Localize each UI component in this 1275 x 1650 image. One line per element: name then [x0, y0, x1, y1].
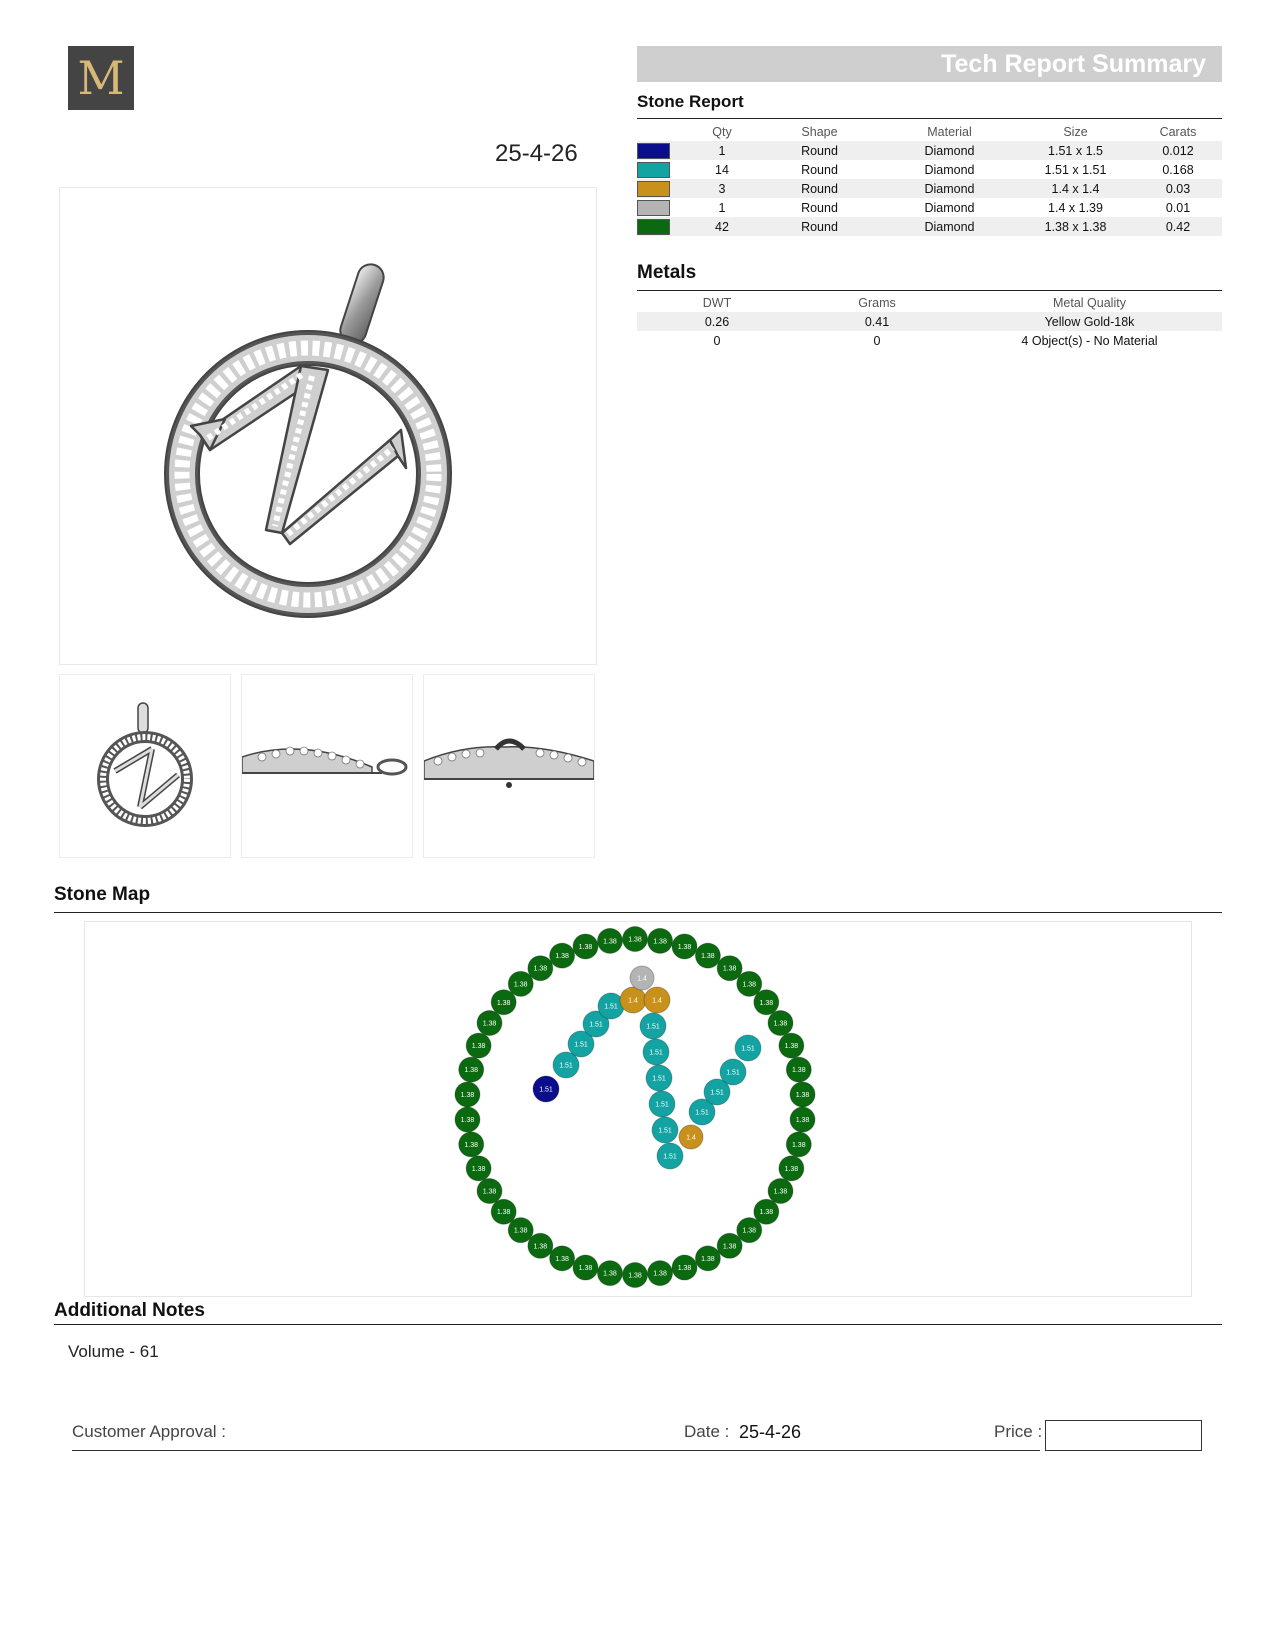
stone-size-label: 1.38 — [513, 1227, 528, 1235]
stone-size-label: 1.51 — [726, 1069, 740, 1077]
thumbnail-side-view[interactable] — [241, 674, 413, 858]
thumbnail-top-render — [424, 675, 594, 857]
metals-title: Metals — [637, 262, 697, 283]
stone-size-label: 1.51 — [658, 1127, 672, 1135]
stone-size-label: 1.51 — [710, 1089, 724, 1097]
stone-size-label: 1.38 — [653, 938, 667, 946]
stone-size-label: 1.38 — [496, 1209, 511, 1217]
pendant-render — [60, 188, 596, 664]
stone-size-label: 1.51 — [652, 1075, 666, 1083]
stone-report-header-row — [637, 122, 1222, 141]
stone-green — [786, 1057, 811, 1082]
stone-size-label: 1.38 — [464, 1067, 479, 1075]
stone-size-label: 1.51 — [604, 1003, 618, 1011]
stone-green — [455, 1107, 480, 1132]
metals-rule — [637, 290, 1222, 291]
stone-teal — [643, 1039, 669, 1065]
stone-size-label: 1.38 — [471, 1165, 486, 1173]
stone-material: Diamond — [882, 179, 1017, 198]
stone-size-label: 1.38 — [784, 1043, 799, 1051]
stone-material: Diamond — [882, 217, 1017, 236]
stone-report-rule — [637, 118, 1222, 119]
stone-size: 1.51 x 1.51 — [1044, 162, 1107, 177]
customer-approval-signature-line[interactable] — [72, 1450, 1040, 1451]
stone-size-label: 1.51 — [646, 1023, 660, 1031]
stone-size-label: 1.51 — [663, 1153, 677, 1161]
stone-green — [466, 1033, 491, 1058]
stone-gold — [679, 1125, 703, 1149]
stone-material: Diamond — [924, 162, 975, 177]
stone-qty: 3 — [687, 179, 757, 198]
stone-green — [477, 1011, 502, 1036]
price-input-box[interactable] — [1045, 1420, 1202, 1451]
stone-green — [623, 1263, 648, 1288]
stone-green — [695, 1246, 720, 1271]
brand-logo — [68, 46, 134, 110]
stone-teal — [657, 1143, 683, 1169]
stone-color-cell — [637, 160, 687, 179]
stone-qty: 14 — [715, 162, 729, 177]
stone-size-label: 1.38 — [791, 1067, 806, 1075]
additional-notes-text: Volume - 61 — [68, 1342, 159, 1361]
stone-green — [550, 943, 575, 968]
stone-color-cell — [637, 179, 687, 198]
metal-dwt: 0 — [713, 333, 721, 348]
logo-letter: M — [77, 51, 125, 105]
stone-green — [459, 1057, 484, 1082]
stone-map-frame — [84, 921, 1192, 1297]
stone-gold — [620, 987, 646, 1013]
metal-quality: Yellow Gold-18k — [957, 312, 1222, 331]
price-label: Price : — [994, 1422, 1043, 1441]
stone-row — [637, 198, 1222, 217]
dwt-column-header: DWT — [702, 295, 732, 310]
stone-size: 1.4 x 1.39 — [1048, 200, 1103, 215]
stone-size: 1.4 x 1.4 — [1017, 179, 1134, 198]
customer-approval-label: Customer Approval : — [72, 1422, 227, 1441]
stone-green — [573, 1255, 598, 1280]
stone-size-label: 1.51 — [649, 1049, 663, 1057]
stone-map-rule — [54, 912, 1222, 913]
date-value: 25-4-26 — [739, 1422, 802, 1442]
stone-green — [597, 928, 622, 953]
stone-color-swatch — [637, 143, 670, 159]
stone-size-label: 1.38 — [742, 1227, 757, 1235]
stone-green — [477, 1179, 502, 1204]
stone-size-label: 1.51 — [589, 1021, 603, 1029]
metal-row — [637, 331, 1222, 350]
stone-green — [672, 934, 697, 959]
stone-size-label: 1.38 — [677, 943, 692, 951]
stone-map-title: Stone Map — [54, 884, 151, 905]
stone-shape: Round — [801, 200, 838, 215]
stone-size-label: 1.38 — [603, 1270, 617, 1278]
stone-green — [573, 934, 598, 959]
stone-size-label: 1.38 — [722, 965, 737, 973]
stone-green — [597, 1261, 622, 1286]
stone-size-label: 1.38 — [533, 1243, 548, 1251]
stone-color-swatch — [637, 200, 670, 216]
stone-size-label: 1.38 — [482, 1188, 497, 1196]
carats-column-header: Carats — [1159, 124, 1197, 139]
thumbnail-front-view[interactable] — [59, 674, 231, 858]
metal-quality-column-header: Metal Quality — [1053, 295, 1126, 310]
stone-size-label: 1.38 — [603, 938, 617, 946]
metal-quality: 4 Object(s) - No Material — [1021, 333, 1158, 348]
stone-size-label: 1.4 — [686, 1134, 696, 1142]
stone-size-label: 1.38 — [496, 999, 511, 1007]
stone-green — [648, 928, 673, 953]
stone-gray — [630, 966, 654, 990]
stone-green — [768, 1011, 793, 1036]
stone-size-label: 1.38 — [628, 1272, 642, 1280]
thumbnail-side-render — [242, 675, 412, 857]
stone-color-cell — [637, 141, 687, 160]
stone-size-label: 1.51 — [559, 1062, 573, 1070]
stone-green — [550, 1246, 575, 1271]
stone-teal — [652, 1117, 678, 1143]
stone-qty: 1 — [687, 141, 757, 160]
stone-size-label: 1.4 — [637, 975, 647, 983]
stone-carats: 0.42 — [1134, 217, 1222, 236]
stone-map-diagram — [85, 922, 1191, 1296]
stone-size-label: 1.38 — [464, 1141, 479, 1149]
stone-size-label: 1.51 — [695, 1109, 709, 1117]
stone-gold — [644, 987, 670, 1013]
stone-teal — [720, 1059, 746, 1085]
stone-size-label: 1.38 — [460, 1091, 475, 1099]
stone-color-swatch — [637, 181, 670, 197]
stone-green — [672, 1255, 697, 1280]
main-render-view — [59, 187, 597, 665]
stone-size-label: 1.38 — [742, 981, 757, 989]
stone-size: 1.38 x 1.38 — [1017, 217, 1134, 236]
stone-carats: 0.012 — [1134, 141, 1222, 160]
stone-material: Diamond — [882, 141, 1017, 160]
stone-row — [637, 179, 1222, 198]
stone-report-title: Stone Report — [637, 92, 744, 111]
stone-size-label: 1.38 — [555, 953, 569, 961]
stone-size-label: 1.38 — [722, 1243, 737, 1251]
stone-shape: Round — [757, 141, 882, 160]
metals-header-row — [637, 293, 1222, 312]
stone-green — [790, 1082, 815, 1107]
stone-shape: Round — [801, 162, 838, 177]
stone-green — [786, 1132, 811, 1157]
design-code: 25-4-26 — [495, 140, 578, 167]
stone-size-label: 1.38 — [578, 943, 593, 951]
stone-qty: 42 — [687, 217, 757, 236]
metal-grams: 0.41 — [797, 312, 957, 331]
stone-shape: Round — [757, 217, 882, 236]
additional-notes-rule — [54, 1324, 1222, 1325]
stone-size-label: 1.38 — [795, 1091, 810, 1099]
stone-carats: 0.03 — [1134, 179, 1222, 198]
stone-size-label: 1.38 — [628, 936, 642, 944]
metals-table — [637, 293, 1222, 350]
stone-size-label: 1.38 — [555, 1255, 569, 1263]
size-column-header: Size — [1063, 124, 1088, 139]
stone-green — [623, 927, 648, 952]
stone-size-label: 1.4 — [628, 997, 638, 1005]
stone-shape: Round — [757, 179, 882, 198]
grams-column-header: Grams — [858, 295, 896, 310]
stone-green — [768, 1179, 793, 1204]
stone-size-label: 1.38 — [533, 965, 548, 973]
report-title: Tech Report Summary — [941, 49, 1206, 78]
material-column-header: Material — [927, 124, 972, 139]
stone-green — [779, 1156, 804, 1181]
stone-teal — [735, 1035, 761, 1061]
stone-row — [637, 141, 1222, 160]
stone-size-label: 1.38 — [677, 1265, 692, 1273]
stone-size-label: 1.38 — [701, 953, 715, 961]
stone-size-label: 1.51 — [655, 1101, 669, 1109]
stone-size-label: 1.51 — [539, 1086, 553, 1094]
stone-row — [637, 160, 1222, 179]
stone-size-label: 1.38 — [482, 1020, 497, 1028]
stone-size-label: 1.38 — [460, 1117, 475, 1125]
shape-column-header: Shape — [801, 124, 838, 139]
stone-size-label: 1.38 — [773, 1020, 788, 1028]
additional-notes-title: Additional Notes — [54, 1300, 205, 1321]
stone-size-label: 1.38 — [471, 1043, 486, 1051]
stone-teal — [649, 1091, 675, 1117]
swatch-column-header — [637, 122, 687, 141]
metal-dwt: 0.26 — [637, 312, 797, 331]
stone-green — [455, 1082, 480, 1107]
stone-size-label: 1.38 — [653, 1270, 667, 1278]
stone-color-cell — [637, 217, 687, 236]
stone-size-label: 1.38 — [784, 1165, 799, 1173]
thumbnail-top-view[interactable] — [423, 674, 595, 858]
stone-green — [695, 943, 720, 968]
stone-size-label: 1.38 — [701, 1255, 715, 1263]
report-header-bar — [637, 46, 1222, 82]
thumbnail-front-render — [60, 675, 230, 857]
stone-size-label: 1.4 — [652, 997, 662, 1005]
stone-green — [790, 1107, 815, 1132]
stone-green — [717, 1233, 742, 1258]
stone-color-cell — [637, 198, 687, 217]
stone-teal — [640, 1013, 666, 1039]
metal-grams: 0 — [873, 333, 881, 348]
stone-size-label: 1.38 — [791, 1141, 806, 1149]
stone-size-label: 1.38 — [773, 1188, 788, 1196]
qty-column-header: Qty — [712, 124, 732, 139]
stone-report-table — [637, 122, 1222, 236]
stone-green — [528, 956, 553, 981]
stone-green — [754, 990, 779, 1015]
stone-blue — [533, 1076, 559, 1102]
stone-size: 1.51 x 1.5 — [1017, 141, 1134, 160]
stone-green — [459, 1132, 484, 1157]
stone-size-label: 1.38 — [578, 1265, 593, 1273]
date-label: Date : — [684, 1422, 730, 1441]
stone-qty: 1 — [718, 200, 726, 215]
stone-size-label: 1.51 — [574, 1041, 588, 1049]
stone-row — [637, 217, 1222, 236]
stone-size-label: 1.38 — [759, 999, 774, 1007]
stone-size-label: 1.38 — [759, 1209, 774, 1217]
stone-carats: 0.01 — [1165, 200, 1191, 215]
stone-green — [648, 1261, 673, 1286]
stone-green — [779, 1033, 804, 1058]
stone-color-swatch — [637, 219, 670, 235]
stone-size-label: 1.38 — [795, 1117, 810, 1125]
stone-green — [491, 1199, 516, 1224]
stone-material: Diamond — [924, 200, 975, 215]
stone-green — [466, 1156, 491, 1181]
stone-size-label: 1.38 — [513, 981, 528, 989]
stone-color-swatch — [637, 162, 670, 178]
metal-row — [637, 312, 1222, 331]
stone-size-label: 1.51 — [741, 1045, 755, 1053]
stone-teal — [646, 1065, 672, 1091]
stone-carats: 0.168 — [1162, 162, 1194, 177]
